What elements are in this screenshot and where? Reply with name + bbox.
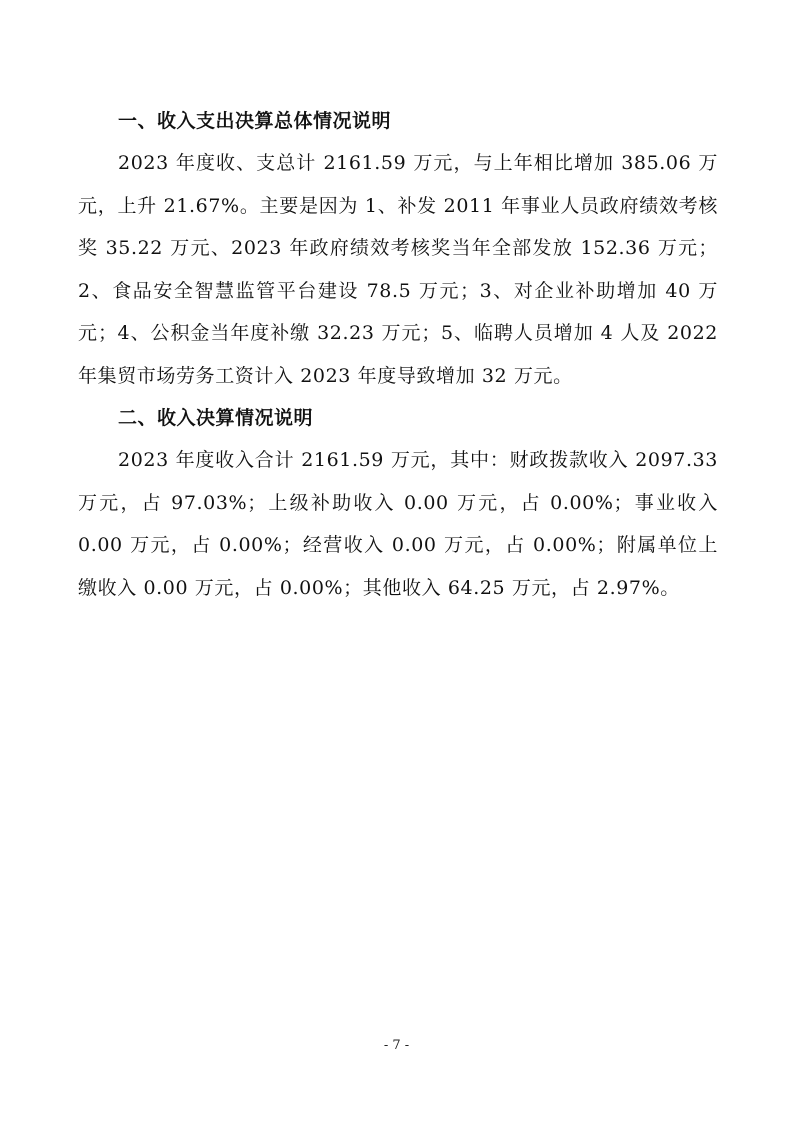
page-number: - 7 - xyxy=(383,1038,410,1053)
section-heading-income-final-accounts: 二、收入决算情况说明 xyxy=(118,407,314,429)
section-paragraph-income-expenditure-overview: 2023 年度收、支总计 2161.59 万元，与上年相比增加 385.06 万元，上升 21.67%。主要是因为 1、补发 2011 年事业人员政府绩效考核奖 35.22 万元、2023 年政府绩效考核奖当年全部发放 152.36 万元；2、食品安全智慧监管平台建设 78.5 万元；3、对企业补助增加 40 万元；4、公积金当年度补缴 32.23 万元；5、临聘人员增加 4 人及 2022 年集贸市场劳务工资计入 2023 年度导致增加 32 万元。 xyxy=(78,152,718,387)
section-paragraph-income-final-accounts: 2023 年度收入合计 2161.59 万元，其中：财政拨款收入 2097.33 万元，占 97.03%；上级补助收入 0.00 万元，占 0.00%；事业收入 0.00 万元，占 0.00%；经营收入 0.00 万元，占 0.00%；附属单位上缴收入 0.00 万元，占 0.00%；其他收入 64.25 万元，占 2.97%。 xyxy=(78,449,718,599)
document-content xyxy=(78,100,718,609)
section-heading-income-expenditure-overview: 一、收入支出决算总体情况说明 xyxy=(118,110,392,132)
